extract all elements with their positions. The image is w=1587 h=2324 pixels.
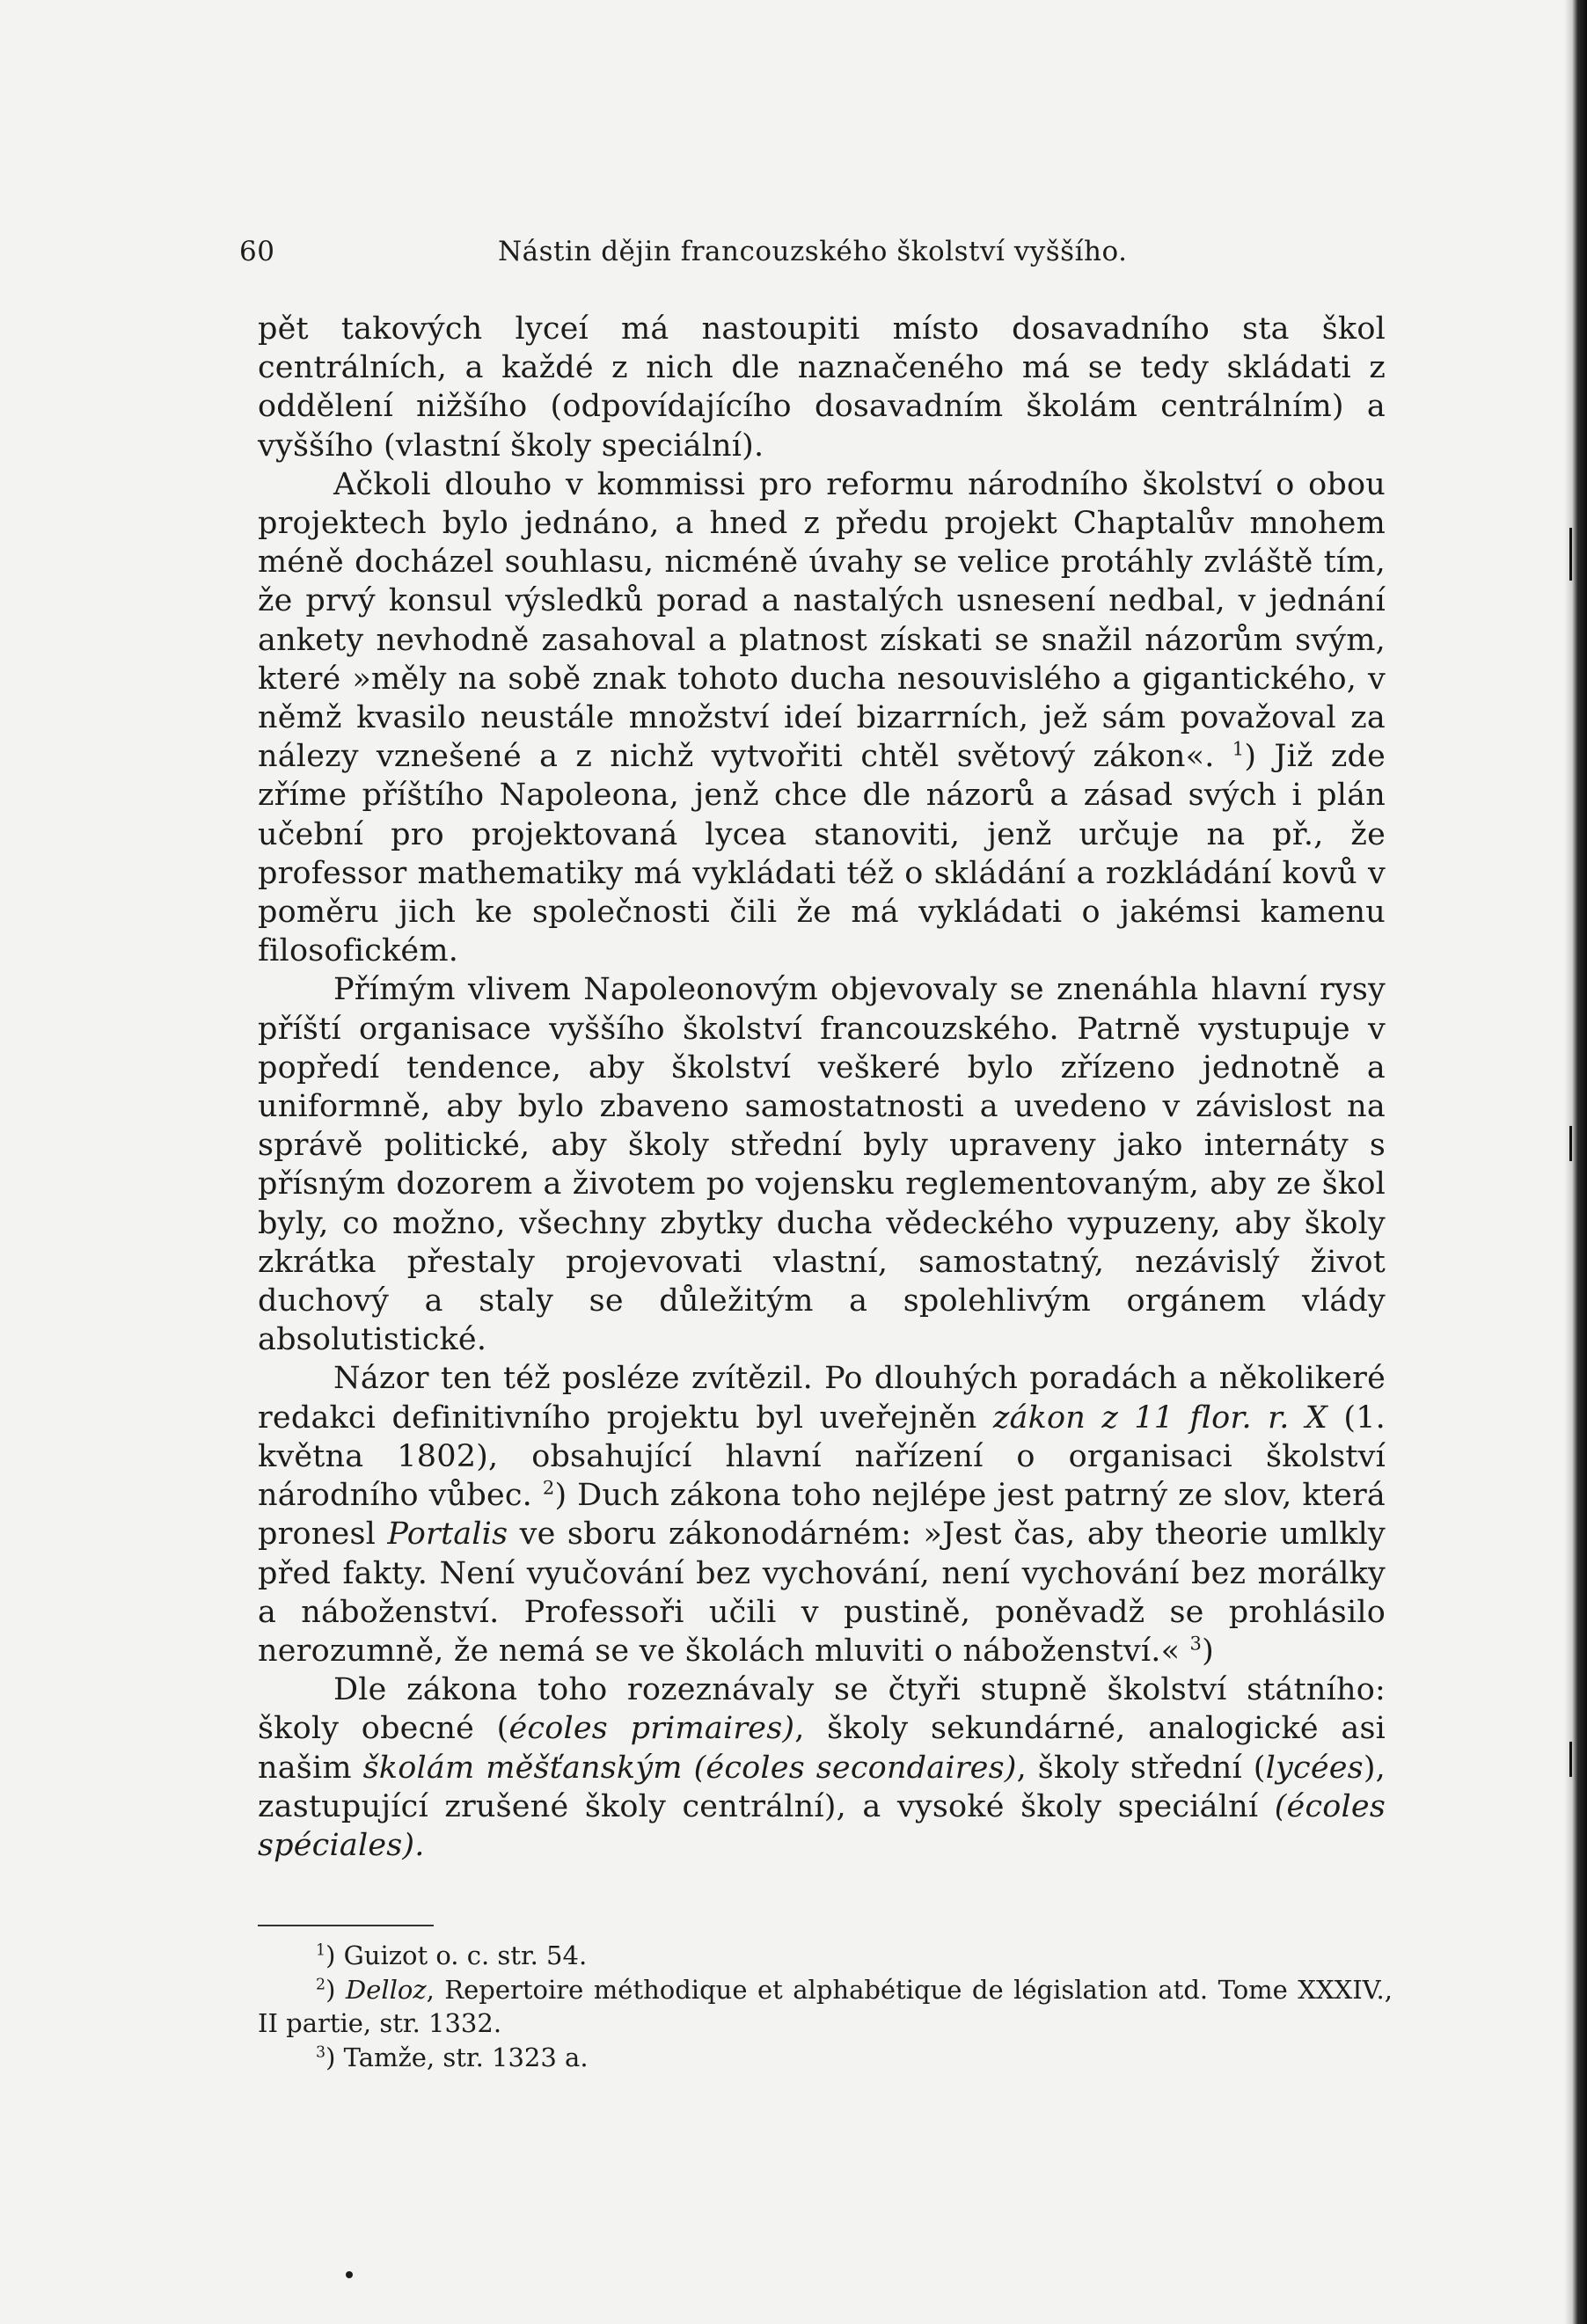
author-name: Portalis	[387, 1516, 508, 1553]
paragraph-text: pět takových lyceí má nastoupiti místo dosavadního sta škol centrálních, a každé z nich dle naznačeného má se tedy skládati z oddělení nižšího (odpovídajícího dosavadním školám centrálním) a vyššího (vlastní školy speciální).	[258, 311, 1386, 464]
paragraph	[258, 970, 1386, 1359]
paragraph	[258, 1359, 1386, 1670]
page-edge-shadow	[1564, 0, 1587, 2324]
paragraph-text: Názor ten též posléze zvítězil. Po dlouhých poradách a několikeré redakci definitivního projektu byl uveřejněn	[258, 1361, 1386, 1436]
paragraph	[258, 1670, 1386, 1865]
page-number: 60	[239, 236, 275, 267]
paragraph-text: ), zastupující zrušené školy centrální), a vysoké školy speciální	[258, 1750, 1386, 1824]
paragraph	[258, 310, 1386, 465]
footnote-mark: 1	[316, 1941, 326, 1960]
paragraph-text: Ačkoli dlouho v kommissi pro reformu národního školství o obou projektech bylo jednáno, a hned z předu projekt Chaptalův mnohem méně docházel souhlasu, nicméně úvahy se velice protáhly zvláště tím, že prvý konsul výsledků porad a nastalých usnesení nedbal, v jednání ankety nevhodně zasahoval a platnost získati se snažil názorům svým, které »měly na sobě znak tohoto ducha nesouvislého a gigantického, v němž kvasilo neustále množství ideí bizarrních, jež sám považoval za nálezy vznešené a z nichž vytvořiti chtěl světový zákon«.	[258, 466, 1386, 775]
footnote-ref: 3	[1189, 1633, 1203, 1655]
paragraph-text: ) Duch zákona toho nejlépe jest patrný ze slov, která pronesl	[258, 1478, 1386, 1553]
paragraph-text: , školy střední (	[1016, 1750, 1266, 1786]
italic-term: (écoles spéciales).	[258, 1788, 1386, 1863]
paragraph-text: ) Již zde zříme příštího Napoleona, jenž chce dle názorů a zásad svých i plán učební pro projektovaná lycea stanoviti, jenž určuje na př., že professor mathematiky má vykládati též o skládání a rozkládání kovů v poměru jich ke společnosti čili že má vykládati o jakémsi kamenu filosofickém.	[258, 739, 1386, 969]
body-text	[258, 310, 1386, 1865]
paragraph-text: Dle zákona toho rozeznávaly se čtyři stupně školství státního: školy obecné (	[258, 1672, 1386, 1747]
footnote	[258, 2041, 1393, 2075]
italic-term: školám měšťanským (écoles secondaires)	[362, 1750, 1017, 1786]
footnote	[258, 1939, 1393, 1973]
footnote-separator	[258, 1925, 434, 1926]
bullet-dot	[346, 2271, 353, 2278]
edge-mark	[1569, 1126, 1572, 1161]
author-name: Delloz	[345, 1974, 427, 2005]
paragraph-text: , školy sekundárné, analogické asi našim	[258, 1711, 1386, 1786]
footnote-mark: 3	[316, 2043, 326, 2061]
footnote-mark: 2	[316, 1975, 326, 1993]
edge-mark	[1569, 528, 1572, 581]
footnote-ref: 2	[542, 1477, 555, 1499]
italic-term: écoles primaires)	[508, 1711, 795, 1747]
paragraph	[258, 465, 1386, 971]
paragraph-text: )	[1202, 1633, 1214, 1669]
footnote: $^2$) Delloz, Repertoire méthodique et alphabétique de législation atd. Tome XXXIV., II partie, str. 1332.	[258, 1974, 1393, 2038]
running-title: Nástin dějin francouzského školství vyššího.	[498, 236, 1128, 267]
paragraph-text: Přímým vlivem Napoleonovým objevovaly se znenáhla hlavní rysy příští organisace vyššího školství francouzského. Patrně vystupuje v popředí tendence, aby školství veškeré bylo zřízeno jednotně a uniformně, aby bylo zbaveno samostatnosti a uvedeno v závislost na správě politické, aby školy střední byly upraveny jako internáty s přísným dozorem a životem po vojensku reglementovaným, aby ze škol byly, co možno, všechny zbytky ducha vědeckého vypuzeny, aby školy zkrátka přestaly projevovati vlastní, samostatný, nezávislý život duchový a staly se důležitým a spolehlivým orgánem vlády absolutistické.	[258, 972, 1386, 1358]
footnote-text: ) Tamže, str. 1323 a.	[325, 2042, 589, 2072]
edge-mark	[1569, 1742, 1572, 1777]
footnote-ref: 1	[1232, 738, 1245, 760]
italic-term: lycées	[1265, 1750, 1364, 1786]
footnote-text: , Repertoire méthodique et alphabétique de législation atd. Tome XXXIV., II partie, str. 1332.	[258, 1974, 1393, 2038]
paragraph-text: ve sboru zákonodárném: »Jest čas, aby theorie umlkly před fakty. Není vyučování bez vychování, není vychování bez morálky a náboženství. Professoři učili v pustině, poněvadž se prohlásilo nerozumně, že nemá se ve školách mluviti o náboženství.«	[258, 1516, 1386, 1669]
footnote-text: ) Guizot o. c. str. 54.	[325, 1940, 588, 1970]
footnotes	[258, 1939, 1393, 2074]
paragraph-text: (1. května 1802), obsahující hlavní nařízení o organisaci školství národního vůbec.	[258, 1400, 1386, 1514]
law-citation: zákon z 11 flor. r. X	[992, 1400, 1328, 1436]
